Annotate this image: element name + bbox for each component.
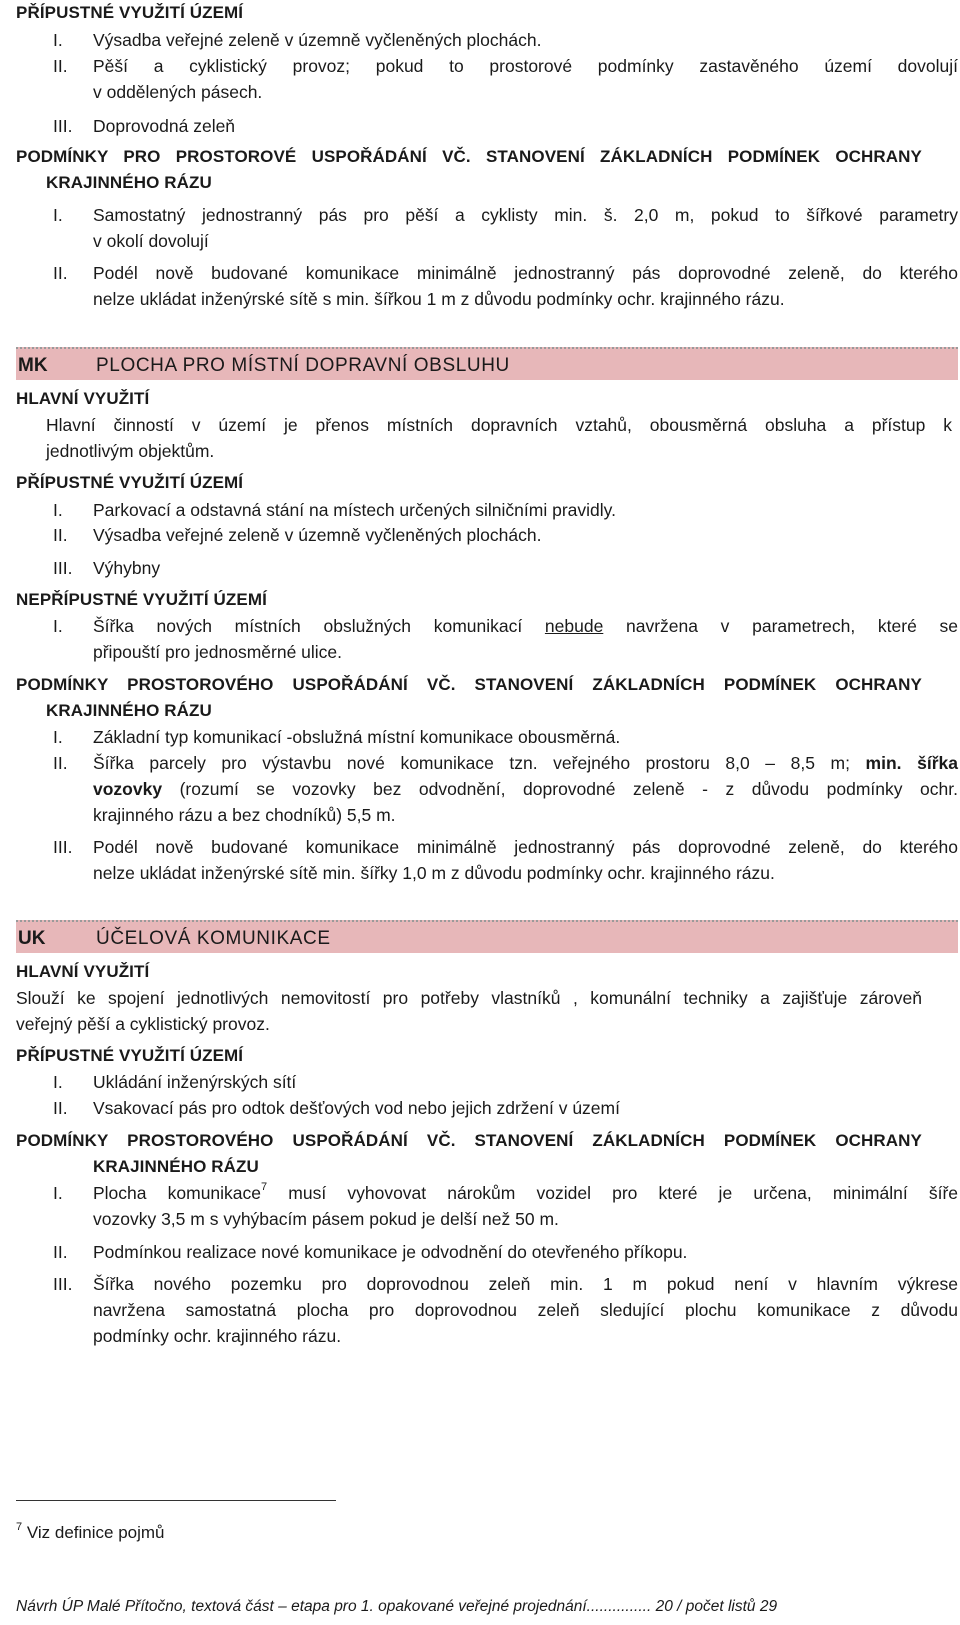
footnote-separator <box>16 1500 336 1501</box>
footnote: $^7$ Viz definice pojmů <box>16 1521 165 1542</box>
heading-podminky: PODMÍNKY PRO PROSTOROVÉ USPOŘÁDÁNÍ VČ. STANOVENÍ ZÁKLADNÍCH PODMÍNEK OCHRANY <box>16 147 922 166</box>
section-code: UK <box>18 928 46 949</box>
paragraph-cont: jednotlivým objektům. <box>46 441 215 461</box>
section-title: PLOCHA PRO MÍSTNÍ DOPRAVNÍ OBSLUHU <box>96 355 510 376</box>
heading-nepripustne-vyuziti: NEPŘÍPUSTNÉ VYUŽITÍ ÚZEMÍ <box>16 590 267 609</box>
heading-hlavni-vyuziti: HLAVNÍ VYUŽITÍ <box>16 389 150 408</box>
section-title: ÚČELOVÁ KOMUNIKACE <box>96 928 331 949</box>
paragraph: Hlavní činností v území je přenos místních dopravních vztahů, obousměrná obsluha a přístup k <box>46 415 952 435</box>
heading-pripustne-vyuziti: PŘÍPUSTNÉ VYUŽITÍ ÚZEMÍ <box>16 3 244 22</box>
heading-pripustne-vyuziti: PŘÍPUSTNÉ VYUŽITÍ ÚZEMÍ <box>16 473 244 492</box>
section-band-uk <box>16 920 958 953</box>
emphasis-underline: nebude <box>544 616 604 636</box>
heading-pripustne-vyuziti: PŘÍPUSTNÉ VYUŽITÍ ÚZEMÍ <box>16 1046 244 1065</box>
heading-podminky: PODMÍNKY PROSTOROVÉHO USPOŘÁDÁNÍ VČ. STANOVENÍ ZÁKLADNÍCH PODMÍNEK OCHRANY <box>16 1131 922 1150</box>
heading-hlavni-vyuziti: HLAVNÍ VYUŽITÍ <box>16 962 150 981</box>
heading-podminky-cont: KRAJINNÉHO RÁZU <box>46 701 212 720</box>
heading-podminky: PODMÍNKY PROSTOROVÉHO USPOŘÁDÁNÍ VČ. STANOVENÍ ZÁKLADNÍCH PODMÍNEK OCHRANY <box>16 675 922 694</box>
paragraph: Slouží ke spojení jednotlivých nemovitostí pro potřeby vlastníků , komunální techniky a zajišťuje zároveň <box>16 988 922 1008</box>
paragraph-cont: veřejný pěší a cyklistický provoz. <box>16 1014 270 1034</box>
footnote-ref[interactable]: 7 <box>261 1181 268 1193</box>
section-code: MK <box>18 355 48 376</box>
heading-podminky-cont: KRAJINNÉHO RÁZU <box>93 1157 259 1176</box>
heading-podminky-cont: KRAJINNÉHO RÁZU <box>46 173 212 192</box>
page-footer: Návrh ÚP Malé Přítočno, textová část – etapa pro 1. opakované veřejné projednání............... 20 / počet listů 29 <box>16 1598 778 1615</box>
section-band-mk <box>16 347 958 380</box>
